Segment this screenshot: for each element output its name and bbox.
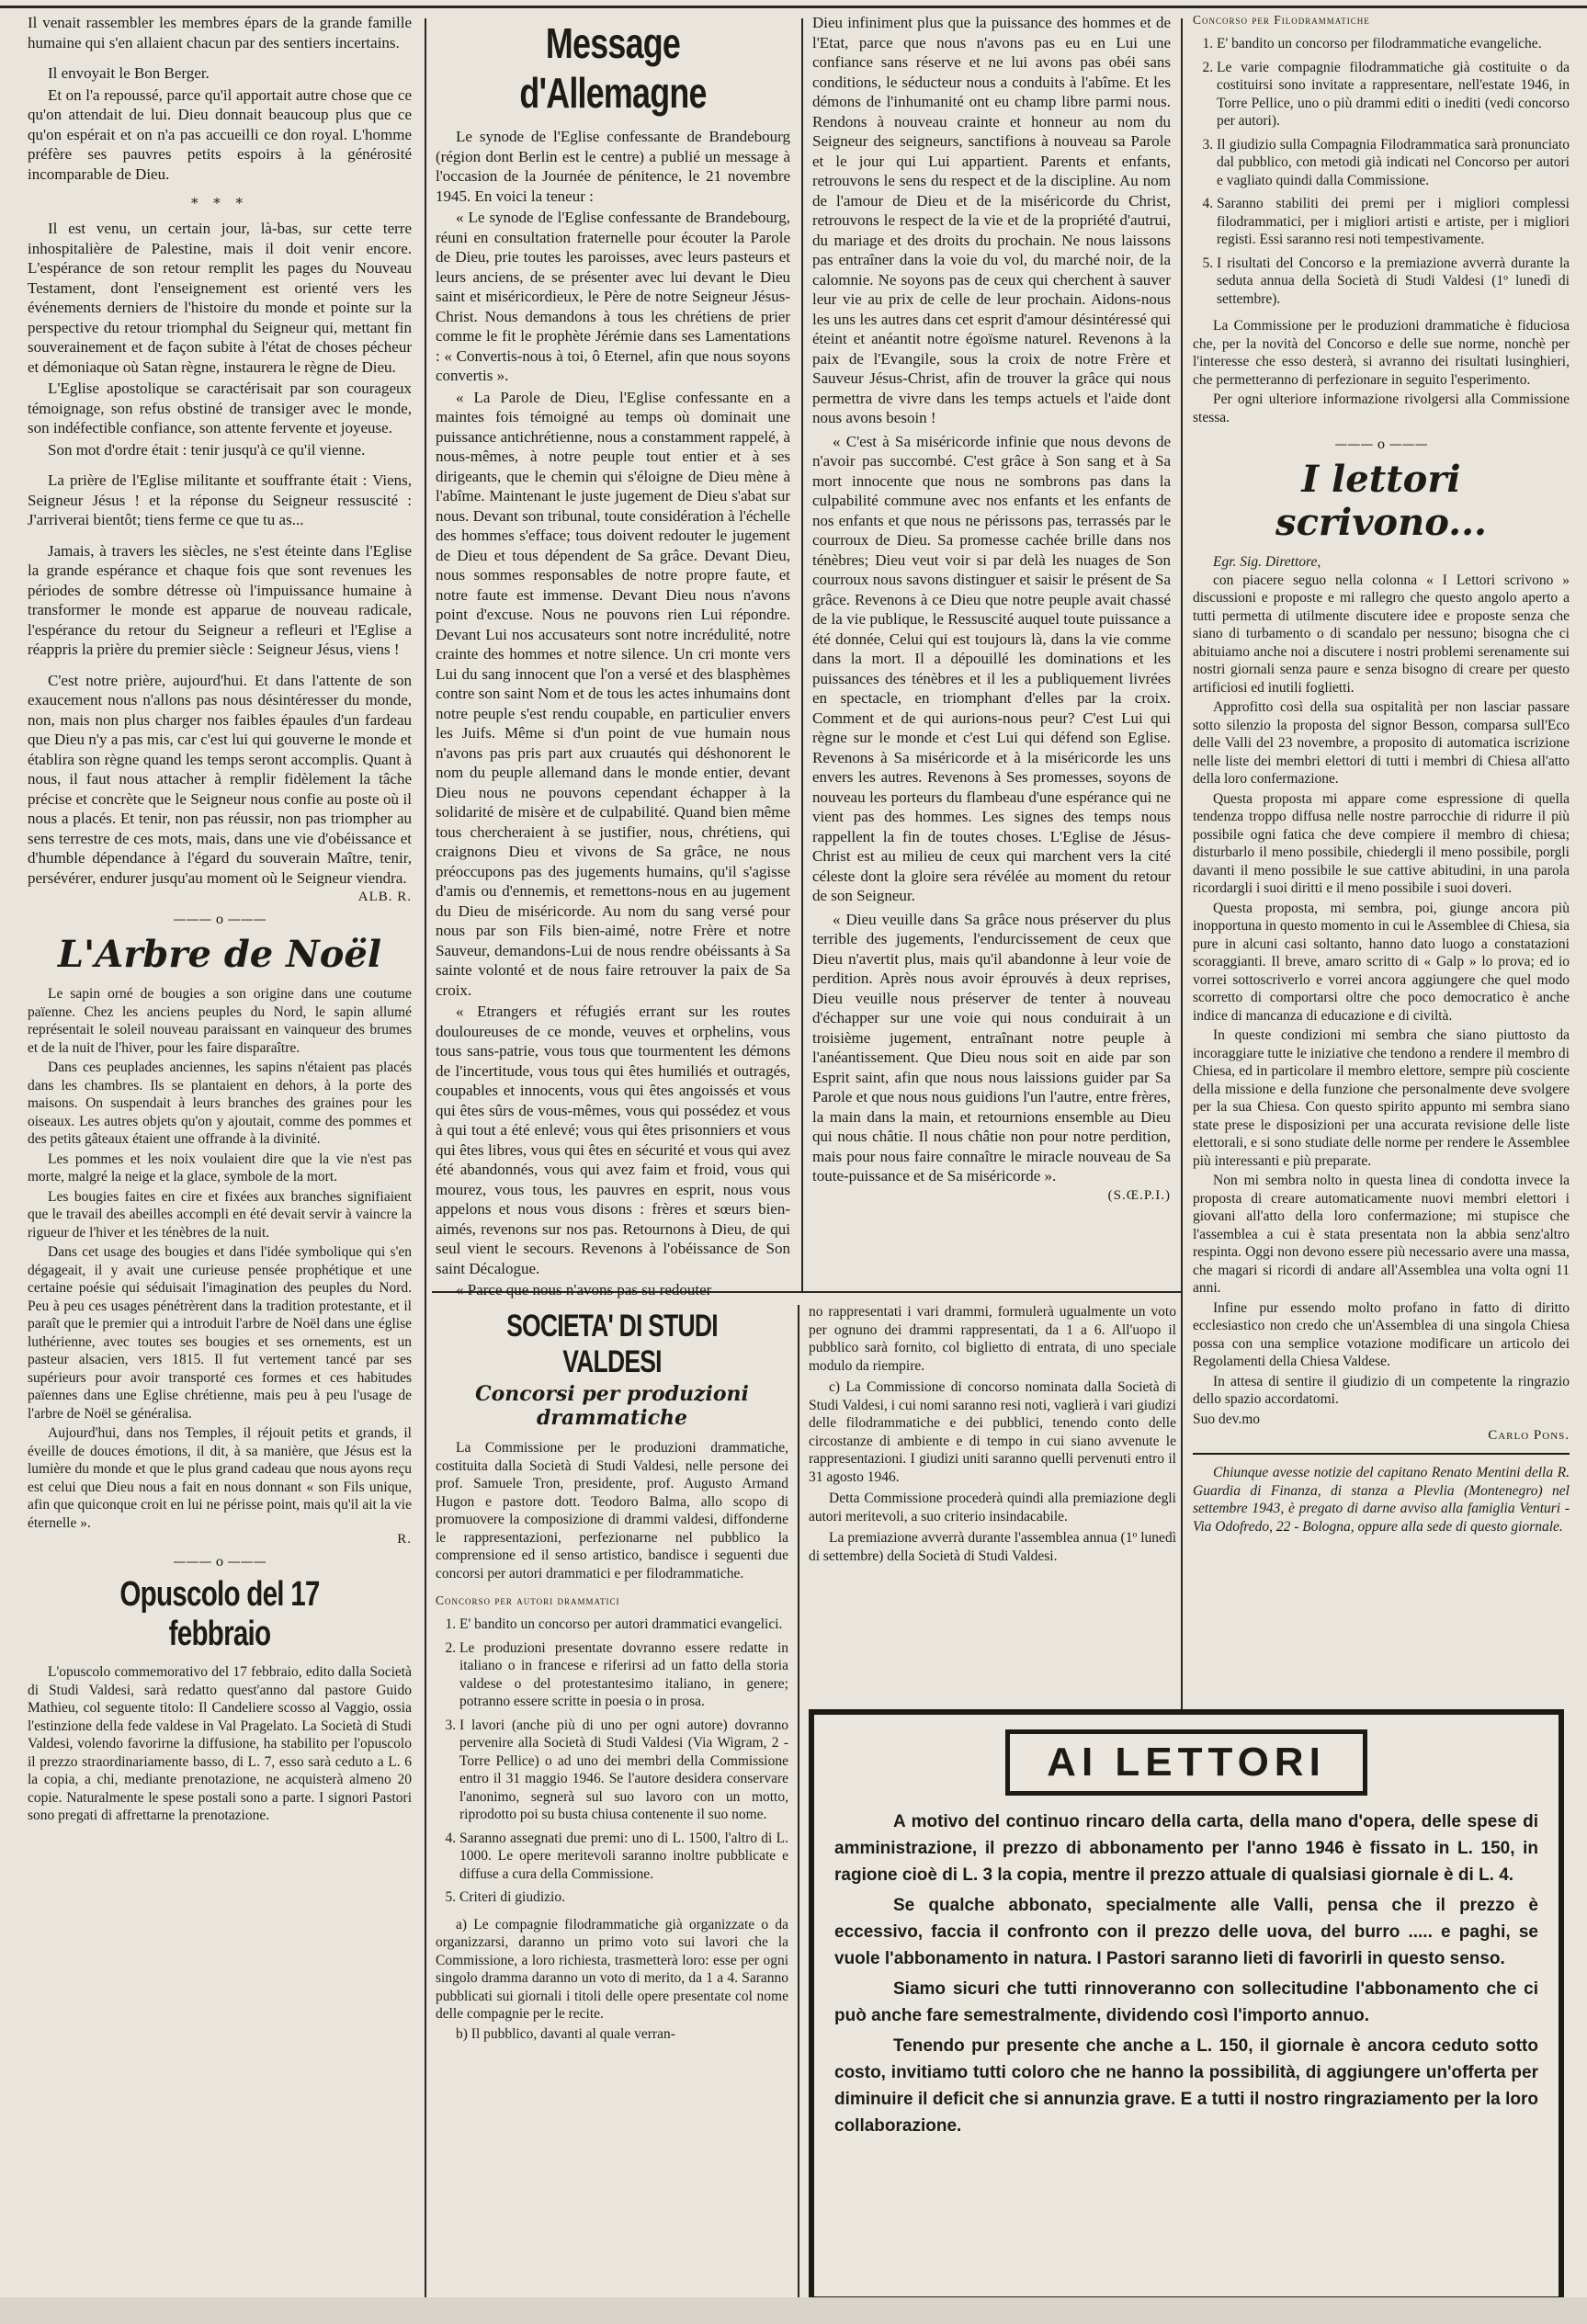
lettori-paragraph: In attesa di sentire il giudizio di un competente la ringrazio dello spazio accordatomi. xyxy=(1193,1373,1570,1407)
message-paragraph: « Dieu veuille dans Sa grâce nous préserver du plus terrible des jugements, l'endurcissement de ceux que Dieu n'avertit plus, mais qu'il abandonne à leur voie de perdition. Après nous avoir éprouvés à deux reprises, Dieu veuille nous préserver de tenter à nouveau d'échapper sur une voie qui nous conduirait à un troisième jugement, entraînant notre peuple à l'anéantissement. Que Dieu nous soit en aide par son Esprit saint, afin que nous nous laissions guider par Sa Parole et que nous nous guidions l'un l'autre, entre frères, la main dans la main, et retournions ensemble au Dieu qui nous châtie. Il nous châtie non pour notre perdition, mais pour nous faire connaître le miracle nouveau de Sa toute-puissance et de Sa miséricorde ». xyxy=(812,910,1171,1185)
lettori-salutation: Egr. Sig. Direttore, xyxy=(1213,554,1321,570)
ai-lettori-box xyxy=(809,1709,1564,2302)
body-paragraph: Il est venu, un certain jour, là-bas, sur cette terre inhospitalière de Palestine, mais il doit venir encore. L'espérance de son retour remplit les pages du Nouveau Testament, dont l'enseignement est orienté vers les événements derniers de l'histoire du monde et pointe sur la perspective du retour triomphal du Seigneur qui, mettant fin souverainement et de façon subite à l'état de choses pécheur et démoniaque où Satan règne, instaurera le règne de Dieu. xyxy=(28,220,412,376)
arbre-paragraph: Le sapin orné de bougies a son origine dans une coutume païenne. Chez les anciens peuples du Nord, le sapin allumé représentait le soleil nouveau paraissant en vainqueur des brumes et de la nuit de l'hiver, pour les faire disparaître. xyxy=(28,986,412,1056)
ai-lettori-paragraph: Tenendo pur presente che anche a L. 150, il giornale è ancora ceduto sotto costo, invitiamo tutti coloro che ne hanno la possibilità, di aggiungere un'offerta per diminuire il deficit che si annunzia grave. E a tutti il nostro ringraziamento per la loro collaborazione. xyxy=(834,2036,1538,2136)
lettori-paragraph: Infine pur essendo molto profano in fatto di diritto ecclesiastico non credo che un'Assemblea di una singola Chiesa possa con una semplice votazione modificare un articolo dei Regolamenti della Chiesa Valdese. xyxy=(1193,1299,1570,1369)
list-item: 5. I risultati del Concorso e la premiazione avverrà durante la seduta annua della Società di Studi Valdesi (1º lunedì di settembre). xyxy=(1217,255,1570,309)
article-signature: ALB. R. xyxy=(357,890,412,904)
column-rule xyxy=(801,18,803,1291)
separator: ——— o ——— xyxy=(173,913,266,927)
opuscolo-title: Opuscolo del 17 febbraio xyxy=(119,1575,320,1653)
section-stars: * * * xyxy=(190,195,249,211)
body-paragraph: Jamais, à travers les siècles, ne s'est éteinte dans l'Eglise la grande espérance et chaque fois que sont revenues les périodes de sombre détresse où l'impuissance humaine à transformer le monde est apparue de nouveau radicale, l'espérance du retour du Seigneur a refleuri et l'Eglise a réappris la prière du premier siècle : Seigneur Jésus, viens ! xyxy=(28,541,412,658)
page-bottom-edge xyxy=(0,2297,1587,2324)
lettori-signature: Carlo Pons. xyxy=(1488,1428,1570,1443)
column-2 xyxy=(436,13,790,1298)
notice-text: Chiunque avesse notizie del capitano Renato Mentini della R. Guardia di Finanza, di stanza a Plevlia (Montenegro) nel settembre 1943, è pregato di darne avviso alla famiglia Venturi - Via Odofredo, 22 - Bologna, oppure alla sede di questo giornale. xyxy=(1193,1465,1570,1535)
column-rule xyxy=(425,18,426,2307)
body-paragraph: C'est notre prière, aujourd'hui. Et dans l'attente de son exaucement nous n'allons pas nous désintéresser du monde, non, mais non plus charger nos faibles épaules d'un fardeau que Dieu n'y a pas mis, car c'est lui qui gouverne le monde et établira son règne quand les temps seront accomplis. Quant à nous, il faut nous attacher à remplir fidèlement la tâche précise et concrète que le Seigneur nous confie au poste où il nous a placés. Et tenir, non pas réussir, non pas triompher au sens terrestre de ces mots, mais, dans une vie d'obéissance et d'humble dépendance à l'égard du souverain Maître, tenir, persévérer, endurer jusqu'au moment où le Seigneur viendra. xyxy=(28,671,412,887)
message-paragraph: « C'est à Sa miséricorde infinie que nous devons de n'avoir pas succombé. C'est grâce à Son sang et à Sa mort innocente que nous ne sombrons pas dans la culpabilité commune avec nos enfants et les enfants de nos enfants et que nous ne périssons pas, terrassés par le courroux de Dieu. Sa promesse cachée brille dans nos ténèbres; Dieu veut voir si par delà les nuages de Son courroux nous savons distinguer et saisir le présent de Sa grâce. Revenons à ce Dieu que notre peuple avait chassé de la vie publique, le Ressuscité auquel toute puissance a été donnée, Celui qui est toujours là, dans la vie comme dans la mort. Il a dépouillé les dominations et les puissances des ténèbres et il les a publiquement livrées en spectacle, en triomphant d'elles par la croix. Comment et de qui aurions-nous peur? C'est Lui qui règne sur le monde et c'est Lui qui défend son Eglise. Revenons à Sa miséricorde et à la miséricorde les uns envers les autres. Revenons à Ses promesses, soyons de nouveau les porteurs du flambeau d'une espérance qui ne vient pas des hommes. Les signes des temps nous rappellent la fin de toutes choses. L'Eglise de Jésus-Christ est au milieu de ceux qui marchent vers la cité céleste dont la gloire sera révélée au moment du retour de son Seigneur. xyxy=(812,432,1171,904)
missing-person-notice xyxy=(1193,1464,1570,1536)
list-item: 1. E' bandito un concorso per autori drammatici evangelici. xyxy=(459,1615,788,1634)
message-signature: (S.Œ.P.I.) xyxy=(1107,1187,1171,1203)
lettori-title: I lettori scrivono... xyxy=(1275,458,1487,544)
societa-title: SOCIETA' DI STUDI VALDESI xyxy=(506,1309,718,1379)
arbre-paragraph: Dans cet usage des bougies et dans l'idée symbolique qui s'en dégageait, il y avait une curieuse pensée prophétique et une certaine poésie qui séduisait l'imagination des peuples du Nord. Peu à peu ces usages pénétrèrent dans la tradition protestante, et il paraît que le premier qui a introduit l'arbre de Noël dans une église luthérienne, avec toutes ses bougies et ses ornements, est un pasteur alsacien, vers 1815. Il fut vertement tancé par ses supérieurs pour avoir transporté ces formes et ces habitudes païennes dans une Eglise chrétienne, mais peu à peu l'usage de l'arbre de Noël se généralisa. xyxy=(28,1244,412,1422)
column-rule xyxy=(798,1305,799,2302)
body-paragraph: Son mot d'ordre était : tenir jusqu'à ce qu'il vienne. xyxy=(48,440,366,459)
lettori-paragraph: con piacere seguo nella colonna « I Lettori scrivono » discussioni e proposte e mi rallegro che questo angolo aperto a tutti permetta di utilmente discutere idee e proposte senza che siano di turbamento o di scandalo per nessuno; bisogna che ci abituiamo anche noi a discutere i nostri problemi serenamente sui nostri giornali senza paure e senza bisogno di creare per questo artificiosi ed inutili foglietti. xyxy=(1193,572,1570,696)
societa-section xyxy=(436,1303,788,2300)
societa-intro: La Commissione per le produzioni drammatiche, costituita dalla Società di Studi Valdesi, nelle persone dei prof. Samuele Tron, presidente, prof. Augusto Armand Hugon e pastore dott. Teodoro Balma, allo scopo di promuovere la composizione di drammi valdesi, diffonderne le rappresentazioni, perfezionarne nel pubblico la comprensione ed il senso artistico, bandisce i seguenti due concorsi per autori drammatici e per filodrammatiche. xyxy=(436,1440,788,1581)
lettori-paragraph: Non mi sembra nolto in questa linea di condotta invece la proposta di creare automaticamente nuovi membri elettori i giovani all'atto della loro confermazione; mi stupisce che l'assemblea a cui è stata presentata non la abbia senz'altro respinta. Oggi non devono essere più necessario avere una massa, che magari si ricordi di andare all'Assemblea una volta ogni 11 anni. xyxy=(1193,1173,1570,1296)
commission-note: La Commissione per le produzioni drammatiche è fiduciosa che, per la novità del Concorso e delle sue norme, nonchè per l'interesse che esso desterà, si avranno dei risultati lusinghieri, che permetteranno di perfezionare in seguito l'esperimento. xyxy=(1193,318,1570,388)
message-paragraph: Dieu infiniment plus que la puissance des hommes et de l'Etat, parce que nous n'avons pas eu en Lui une confiance sans réserve et ne lui avons pas obéi sans conditions, le séducteur nous a conduits à l'abîme. Et les démons de l'inhumanité ont eu champ libre parmi nous. Rendons à nouveau crainte et honneur au nom du Seigneur des seigneurs, sanctifions à nouveau sa Parole et le jour qui Lui appartient. Parents et enfants, retrouvons le sens du respect et de la discipline. Au nom de l'amour de Dieu et de la miséricorde du Christ, retrouvons le respect de la vie et de la propriété d'autrui, du mariage et des droits du prochain. Ne nous laissons pas entraîner dans la voie du vol, du marché noir, de la calomnie. Ne soyons pas de ceux qui cherchent à sauver leur vie au prix de celle de leur prochain. Aidons-nous les uns les autres dans cet esprit d'amour désintéressé qui éteint et anéantit notre égoïsme naturel. Revenons à la paix de l'Evangile, sous la croix de notre Frère et Sauveur Jésus-Christ, afin de trouver la grâce qui nous permettra de vivre dans les temps actuels et l'aide dont nous avons besoin ! xyxy=(812,14,1171,426)
lettori-paragraph: Approfitto così della sua ospitalità per non lasciar passare sotto silenzio la proposta del signor Besson, comparsa sull'Eco delle Valli del 23 novembre, a proposito di automatica iscrizione nelle liste dei membri elettori di tutti i membri di Chiesa all'atto della loro confermazione. xyxy=(1193,699,1570,787)
message-paragraph: Le synode de l'Eglise confessante de Brandebourg (région dont Berlin est le centre) a publié un message à l'occasion de la Journée de pénitence, le 21 novembre 1945. En voici la teneur : xyxy=(436,128,790,205)
societa-paragraph: Detta Commissione procederà quindi alla premiazione degli autori meritevoli, a suo criterio insindacabile. xyxy=(809,1491,1176,1525)
societa-paragraph: c) La Commissione di concorso nominata dalla Società di Studi Valdesi, i cui nomi saranno resi noti, vaglierà i vari giudizi delle filodrammatiche e dei pubblici, tenendo conto delle circostanze di ambiente e di tempo in cui siano avvenute le rappresentazioni. I giudizi uniti saranno quelli pervenuti entro il 31 agosto 1946. xyxy=(809,1379,1176,1485)
arbre-title: L'Arbre de Noël xyxy=(57,933,382,976)
list-item: 4. Saranno stabiliti dei premi per i migliori complessi filodrammatici, per i migliori artisti e artiste, per i migliori registi. Essi saranno resi noti tempestivamente. xyxy=(1217,195,1570,249)
arbre-signature: R. xyxy=(397,1532,412,1547)
list-item: 4. Saranno assegnati due premi: uno di L. 1500, l'altro di L. 1000. Le opere meritevoli saranno inoltre pubblicate e diffuse a cura della Commissione. xyxy=(459,1830,788,1884)
lettori-paragraph: Questa proposta mi appare come espressione di quella tendenza troppo diffusa nelle nostre parrocchie di ridurre il più possibile ogni fatica che deve compiere il membro di chiesa; disturbarlo il meno possibile, chiedergli il meno possibile, porgli davanti il meno possibile le sue cattive abitudini, in una parola ricordargli i suoi diritti e il meno possibile i suoi doveri. xyxy=(1193,790,1570,896)
ai-lettori-paragraph: Siamo sicuri che tutti rinnoveranno con sollecitudine l'abbonamento che ci può anche fare semestralmente, dividendo così l'importo annuo. xyxy=(834,1979,1538,2025)
column-4 xyxy=(1193,13,1570,1704)
opuscolo-paragraph: L'opuscolo commemorativo del 17 febbraio, edito dalla Società di Studi Valdesi, sarà redatto quest'anno dal pastore Guido Mathieu, col seguente titolo: Il Candeliere scosso al Vaggio, ossia l'estinzione della fede valdese in Val Pragelato. La Società di Studi Valdesi, volendo favorirne la diffusione, ha stabilito per l'opuscolo il prezzo straordinariamente basso, di L. 7, esso sarà ceduto a L. 6 la copia, a chi, mediante prenotazione, ne acquisterà almeno 20 copie. Naturalmente le spese postali sono a parte. I signori Pastori sono pregati di affrettarne la prenotazione. xyxy=(28,1664,412,1823)
societa-subtitle: Concorsi per produzioni drammatiche xyxy=(475,1382,749,1430)
list-item: 2. Le produzioni presentate dovranno essere redatte in italiano o in francese e riferirsi ad un fatto della storia valdese o del protestantesimo italiano, in genere; potranno essere scritte in poesia o in prosa. xyxy=(459,1639,788,1711)
message-paragraph: « Etrangers et réfugiés errant sur les routes douloureuses de ce monde, veuves et orphelins, vous tous sans-patrie, vous tous que tourmentent les démons de l'incertitude, vous tous qui êtes humiliés et outragés, coupables et innocents, vous qui êtes angoissés et vous qui êtes sûrs de vous-mêmes, vous qui possédez et vous à qui tout a été enlevé; vous qui êtes prisonniers et vous qui êtes libres, vous qui êtes en sécurité et vous qui avez été abandonnés, vous qui avez faim et froid, vous qui mourez, vous tous, les pauvres en esprit, nous vous appelons et nous vous disons : frères et sœurs bien-aimés, revenons sur nos pas. Retournons à Dieu, de qui seul vient le secours. Revenons à l'obéissance de Son saint Décalogue. xyxy=(436,1003,790,1277)
ai-lettori-paragraph: A motivo del continuo rincaro della carta, della mano d'opera, delle spese di amministrazione, il prezzo di abbonamento per l'anno 1946 è fissato in L. 150, in ragione cioè di L. 3 la copia, mentre il prezzo attuale di qualsiasi giornale è di L. 4. xyxy=(834,1812,1538,1885)
societa-continuation xyxy=(809,1303,1176,1698)
criteria-a: a) Le compagnie filodrammatiche già organizzate o da organizzarsi, daranno un primo voto sui lavori che la Commissione, a loro richiesta, trasmetterà loro: esse per ogni singolo dramma daranno un voto di merito, da 1 a 4. Saranno pubblicati sui giornali i titoli delle opere presentate col nome delle compagnie per le recite. xyxy=(436,1916,788,2022)
message-paragraph: « La Parole de Dieu, l'Eglise confessante en a maintes fois témoigné au temps où dominait une puissance antichrétienne, nous a constamment rappelé, à nous-mêmes, à notre peuple tout entier et à ses dirigeants, que le chemin qui s'éloigne de Dieu mène à l'abîme. Maintenant le juste jugement de Dieu s'abat sur nous. Devant son tribunal, toute considération à l'échelle des hommes s'efface; tous doivent redouter le jugement de Dieu et tous dépendent de Sa grâce. Devant Dieu, nous sommes responsables de notre propre faute, et notre faute est immense. Devant Dieu nous n'avons point d'excuse. Nous ne pouvons rien Lui répondre. Devant Lui nos accusateurs sont notre incrédulité, notre crainte des hommes et notre silence. Un cri monte vers Lui du sang innocent que l'on a versé et des blasphèmes contre son saint Nom et de tous les actes inhumains dont notre peuple s'est rendu coupable, en particulier envers les Juifs. Même si d'un point de vue humain nous n'avons pas pris part aux cruautés qui déshonorent le nom du peuple allemand dans le monde entier, devant Dieu nous ne pouvons cependant échapper à la solidarité de misère et de culpabilité. Quand bien même tous chercheraient à se justifier, nous, chrétiens, qui craignons Dieu et vivons de Sa grâce, ne nous préoccupons pas des jugements humains, qu'il s'agisse d'amis ou d'ennemis, et remettons-nous en au jugement du Dieu de miséricorde. Au nom du sang versé pour nous par son Fils bien-aimé, notre Frère et notre Sauveur, demandons-Lui de nous rendre obéissants à Sa sainte volonté et de nous faire retrouver la paix de Sa croix. xyxy=(436,388,790,999)
arbre-paragraph: Aujourd'hui, dans nos Temples, il réjouit petits et grands, il éveille de douces émotions, il dit, à sa manière, que Jésus est la lumière du monde et que le plus grand cadeau que nous ayons reçu est celui que Dieu nous a fait en nous donnant « son Fils unique, afin que quiconque croit en lui ne périsse point, mais qu'il ait la vie éternelle ». xyxy=(28,1425,412,1531)
ai-lettori-paragraph: Se qualche abbonato, specialmente alle Valli, pensa che il prezzo è eccessivo, faccia il confronto con il prezzo delle uova, del burro ..... e paghi, se vuole l'abbonamento in natura. I Pastori saranno lieti di favorirli in questo senso. xyxy=(834,1896,1538,1968)
arbre-paragraph: Les bougies faites en cire et fixées aux branches signifiaient que le travail des abeilles accompli en été devait servir à vaincre la rigueur de l'hiver et les ténèbres de la nuit. xyxy=(28,1188,412,1241)
autori-heading: Concorso per autori drammatici xyxy=(436,1593,620,1607)
list-item: 1. E' bandito un concorso per filodrammatiche evangeliche. xyxy=(1217,35,1570,53)
message-paragraph: « Parce que nous n'avons pas su redouter xyxy=(456,1281,712,1298)
separator: ——— o ——— xyxy=(1334,437,1428,452)
filodrammatiche-list xyxy=(1193,35,1570,308)
list-item: 5. Criteri di giudizio. xyxy=(459,1888,788,1907)
section-rule xyxy=(1193,1453,1570,1455)
intro-paragraph: Il venait rassembler les membres épars de la grande famille humaine qui s'en allaient chacun par des sentiers incertains. xyxy=(28,14,412,51)
intro-paragraph: Il envoyait le Bon Berger. xyxy=(48,64,210,82)
column-rule xyxy=(1181,18,1183,1709)
criteria-b: b) Il pubblico, davanti al quale verran- xyxy=(456,2025,675,2042)
arbre-paragraph: Dans ces peuplades anciennes, les sapins n'étaient pas placés dans les chambres. Ils se plantaient en dehors, à la porte des maisons. On suspendait à leurs branches des graines pour les oiseaux. Les autres objets qu'on y ajoutait, comme des pommes et des petits gâteaux étaient une offrande à la divinité. xyxy=(28,1060,412,1147)
message-paragraph: « Le synode de l'Eglise confessante de Brandebourg, réuni en consultation fraternelle pour écouter la Parole de Dieu, prie toutes les paroisses, avec leurs pasteurs et leurs anciens, de se présenter avec lui devant le Dieu saint et miséricordieux, le Père de notre Seigneur Jésus-Christ. Nous demandons à tous les chrétiens de prier comme le fit le prophète Jérémie dans ses Lamentations : « Convertis-nous à toi, ô Eternel, afin que nous soyons convertis ». xyxy=(436,209,790,384)
list-item: 3. Il giudizio sulla Compagnia Filodrammatica sarà pronunciato dal pubblico, con metodi già indicati nel Concorso per autori e vagliato quindi dalla Commissione. xyxy=(1217,136,1570,190)
body-paragraph: L'Eglise apostolique se caractérisait par son courageux témoignage, son refus obstiné de transiger avec le monde, son indéfectible confiance, son attente fervente et joyeuse. xyxy=(28,380,412,436)
intro-paragraph: Et on l'a repoussé, parce qu'il apportait autre chose que ce qu'on attendait de lui. Dieu donnait beaucoup plus que ce qu'on espérait et on n'a pas accueilli ce don royal. L'homme préfère ses pauvres petits espoirs à la générosité incomparable de Dieu. xyxy=(28,85,412,183)
lettori-closing: Suo dev.mo xyxy=(1193,1411,1261,1427)
lettori-paragraph: In queste condizioni mi sembra che siano piuttosto da incoraggiare tutte le iniziative che tendono a rendere il membro di Chiesa, ed in particolare il membro elettore, sempre più cosciente della missione e della funzione che personalmente deve svolgere per la sua Chiesa. Con questo spirito appunto mi sembra siano state prese le disposizioni per una accurata revisione delle liste elettorali, e si sono studiate delle norme per rendere le Assemblee più interessanti e più preparate. xyxy=(1193,1027,1570,1169)
commission-note: Per ogni ulteriore informazione rivolgersi alla Commissione stessa. xyxy=(1193,391,1570,425)
ai-lettori-title: AI LETTORI xyxy=(1005,1729,1367,1796)
list-item: 3. I lavori (anche più di uno per ogni autore) dovranno pervenire alla Società di Studi Valdesi (Via Wigram, 2 - Torre Pellice) o ad uno dei membri della Commissione entro il 31 maggio 1946. Se l'autore desidera conservare l'anonimo, segnerà sul suo lavoro con un motto, riprodotto poi su busta chiusa contenente il suo nome. xyxy=(459,1717,788,1824)
column-1 xyxy=(28,13,412,2301)
lettori-paragraph: Questa proposta, mi sembra, poi, giunge ancora più inopportuna in questo momento in cui le Assemblee di Chiesa, sia pure in alcuni casi soltanto, hanno dato luogo a constatazioni scoraggianti. Il breve, amaro scritto di « Galp » lo prova; ed io vorrei sottoscriverlo e vorrei ancora aggiungere che quel modo scorretto di comportarsi oltre che poco democratico è anche indice di mancanza di educazione e di civiltà. xyxy=(1193,900,1570,1024)
societa-paragraph: no rappresentati i vari drammi, formulerà ugualmente un voto per ognuno dei drammi rappresentati, da 1 a 6. All'uopo il pubblico sarà fornito, col biglietto di entrata, di uno speciale modulo da riempire. xyxy=(809,1304,1176,1374)
arbre-paragraph: Les pommes et les noix voulaient dire que la vie n'est pas morte, malgré la neige et la glace, symbole de la mort. xyxy=(28,1151,412,1185)
body-paragraph: La prière de l'Eglise militante et souffrante était : Viens, Seigneur Jésus ! et la réponse du Seigneur ressuscité : J'arriverai bientôt; tiens ferme ce que tu as... xyxy=(28,471,412,528)
message-title: Message d'Allemagne xyxy=(519,19,707,117)
autori-list xyxy=(436,1615,788,1907)
list-item: 2. Le varie compagnie filodrammatiche già costituite o da costituirsi sono invitate a rappresentare, nell'estate 1946, in Torre Pellice, uno o più drammi editi o inediti (vedi concorso per autori). xyxy=(1217,59,1570,130)
separator: ——— o ——— xyxy=(173,1555,266,1570)
filodrammatiche-heading: Concorso per Filodrammatiche xyxy=(1193,13,1370,27)
societa-paragraph: La premiazione avverrà durante l'assemblea annua (1º lunedì di settembre) della Società di Studi Valdesi. xyxy=(809,1530,1176,1564)
top-rule xyxy=(0,6,1587,8)
column-3 xyxy=(812,13,1171,1286)
